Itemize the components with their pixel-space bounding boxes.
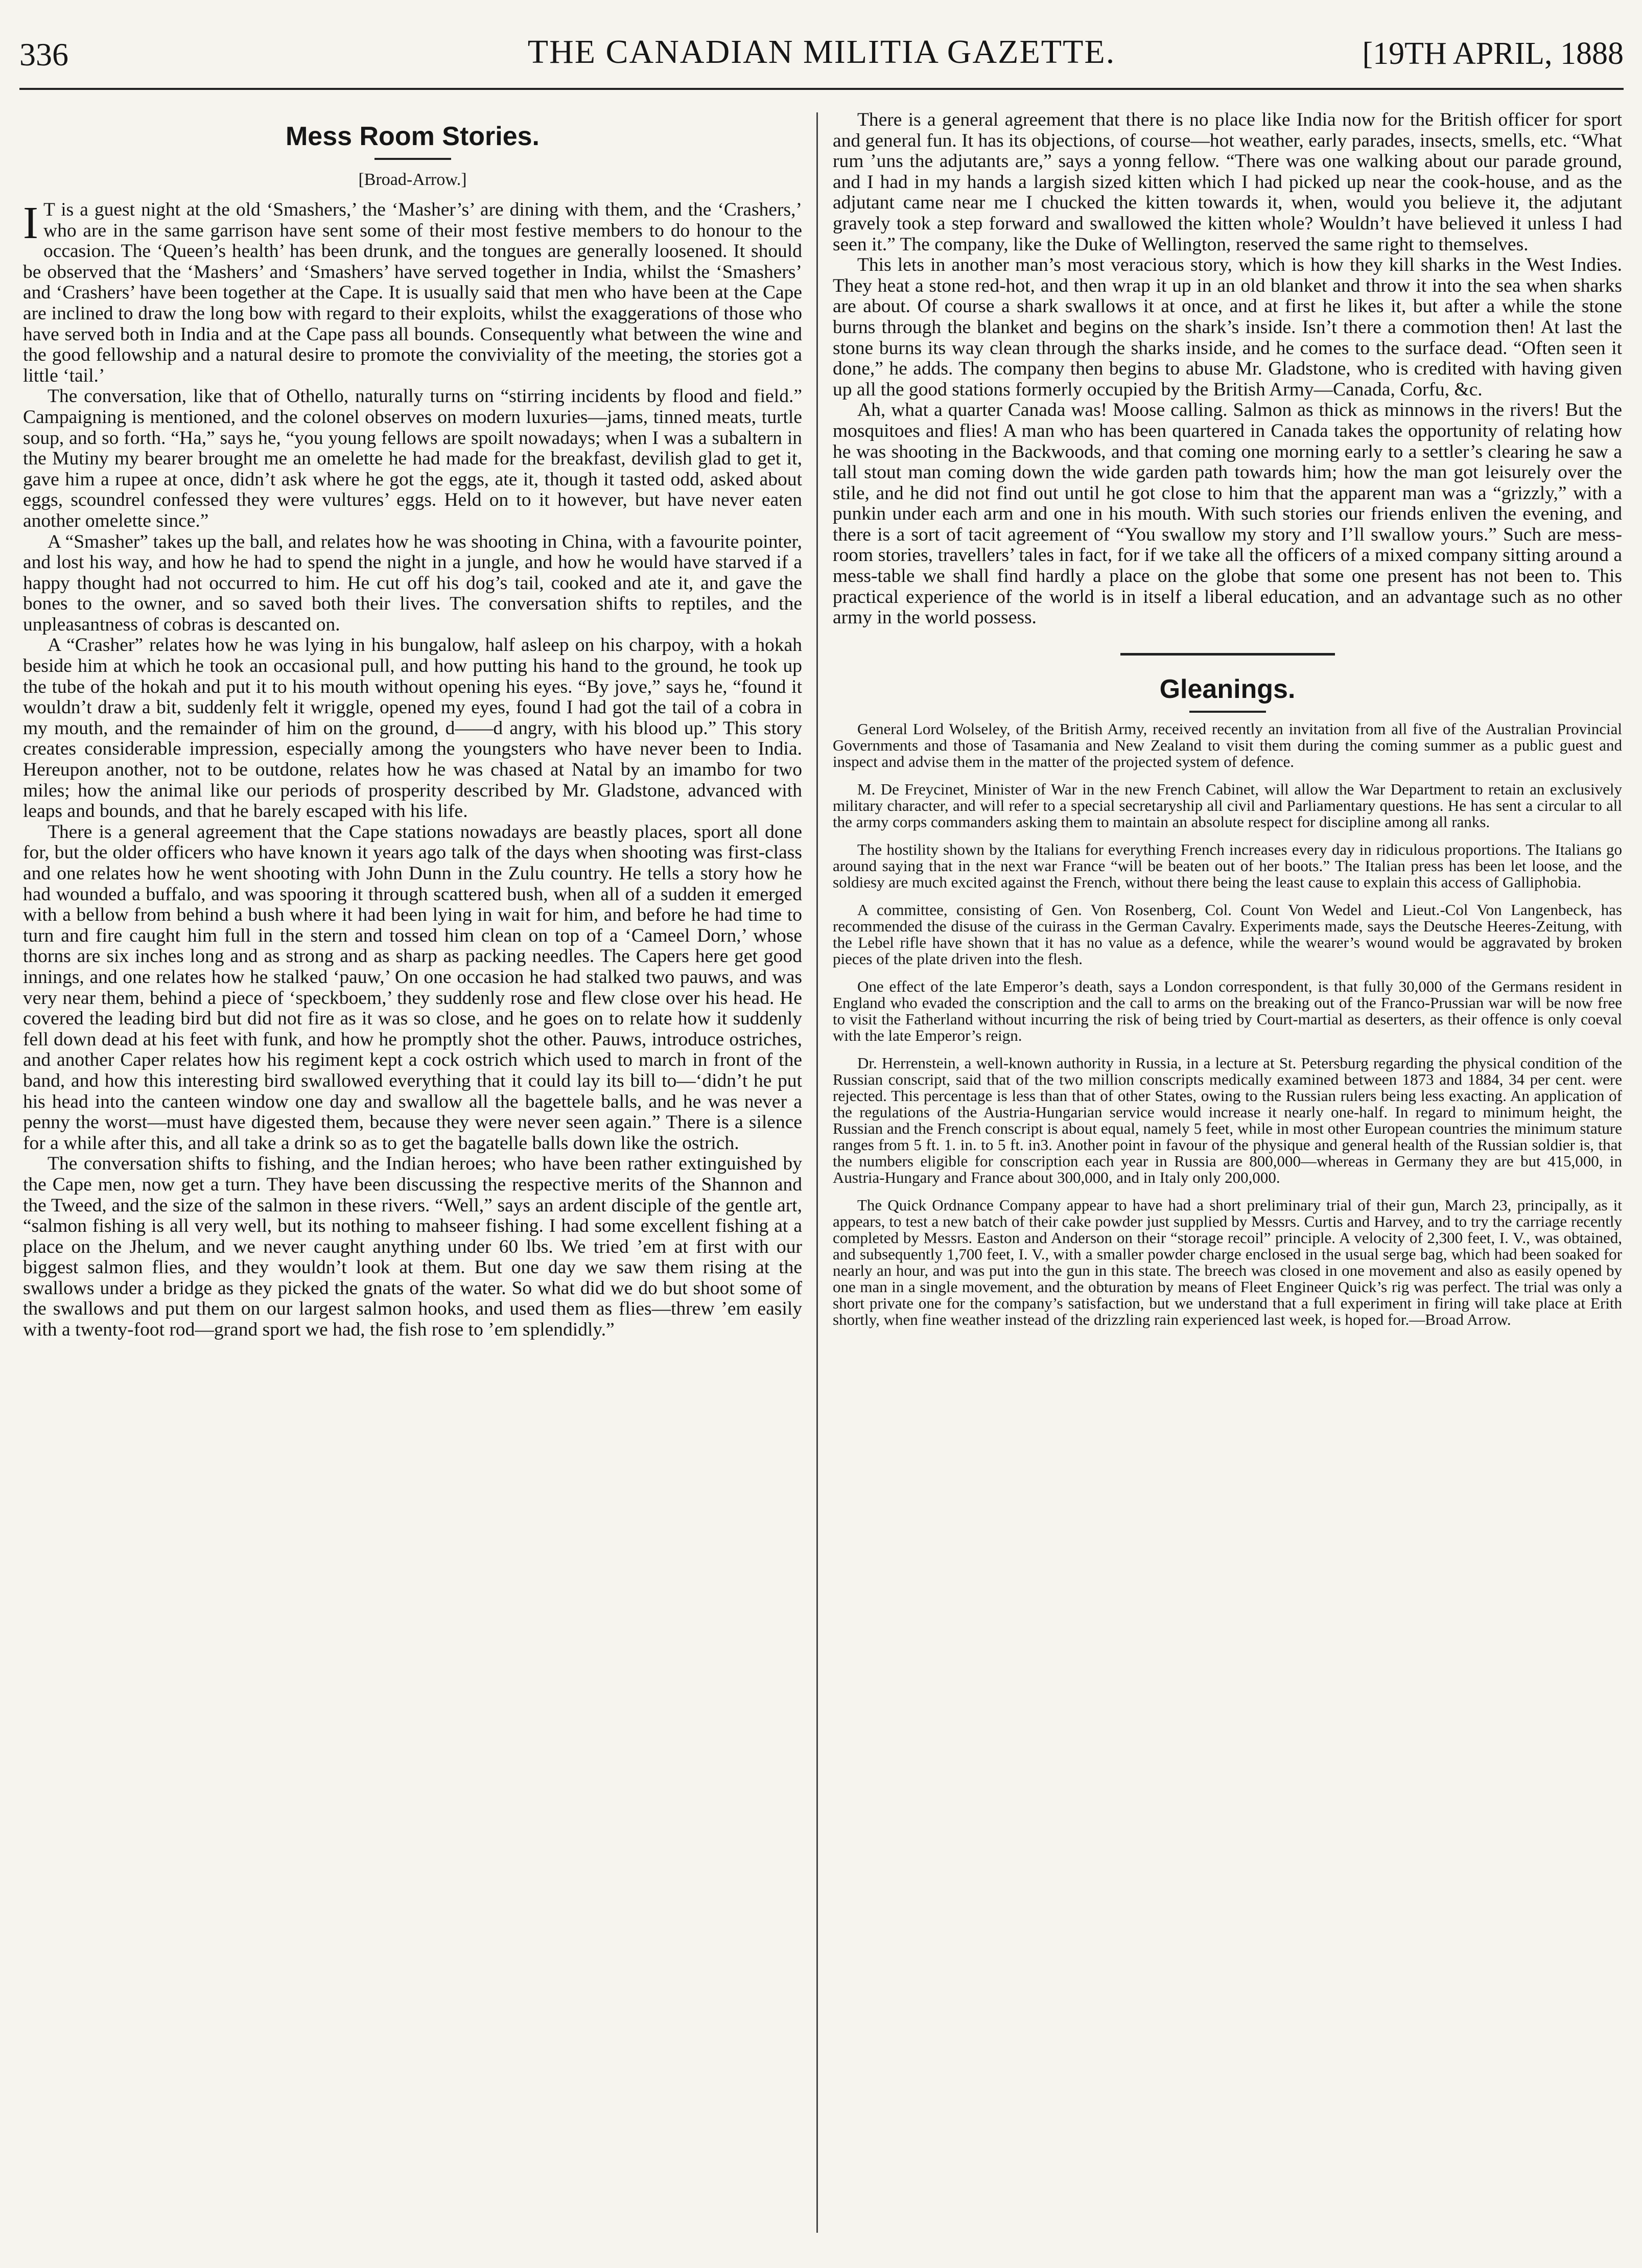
column-divider bbox=[816, 112, 818, 2233]
gleaning-item: M. De Freycinet, Minister of War in the new French Cabinet, will allow the War Department to retain an exclusively military character, and will refer to a special secretaryship all civil and Parliamentary questions. He has sent a circular to all the army corps commanders asking them to maintain an absolute respect for discipline among all ranks. bbox=[833, 780, 1622, 831]
article-title-gleanings: Gleanings. bbox=[1159, 674, 1296, 704]
left-column bbox=[23, 110, 802, 1341]
paragraph: There is a general agreement that there is no place like India now for the British officer for sport and general fun. It has its objections, of course—hot weather, early parades, insects, smells, etc. “What rum ’uns the adjutants are,” says a yonng fellow. “There was one walking about our parade ground, and I had in my hands a largish sized kitten which I had picked up near the cook-house, and as the adjutant came near me I chucked the kitten towards it, when, would you believe it, the adjutant gravely took a step forward and swallowed the kitten whole? Wouldn’t have believed it unless I had seen it.” The company, like the Duke of Wellington, reserved the same right to themselves. bbox=[833, 109, 1622, 255]
page-header bbox=[19, 11, 1624, 90]
masthead-title: THE CANADIAN MILITIA GAZETTE. bbox=[527, 33, 1116, 71]
paragraph: A “Smasher” takes up the ball, and relates how he was shooting in China, with a favourite pointer, and lost his way, and how he had to spend the night in a jungle, and how he would have starved if a happy thought had not occurred to him. He cut off his dog’s tail, cooked and ate it, and gave the bones to the owner, and so saved both their lives. The conversation shifts to reptiles, and the unpleasantness of cobras is descanted on. bbox=[23, 531, 802, 635]
paragraph: This lets in another man’s most veracious story, which is how they kill sharks in the West Indies. They heat a stone red-hot, and then wrap it up in an old blanket and throw it into the sea when sharks are about. Of course a shark swallows it at once, and at first he likes it, but after a while the stone burns through the blanket and begins on the shark’s inside. Isn’t there a commotion then! At last the stone burns its way clean through the sharks inside, and he comes to the surface dead. “Often seen it done,” he adds. The company then begins to abuse Mr. Gladstone, who is credited with having given up all the good stations formerly occupied by the British Army—Canada, Corfu, &c. bbox=[833, 254, 1622, 400]
title-rule bbox=[1189, 711, 1266, 713]
article-body-left bbox=[23, 200, 802, 1341]
gleaning-item: One effect of the late Emperor’s death, says a London correspondent, is that fully 30,000 of the Germans resident in England who evaded the conscription and the call to arms on the breaking out of the Franco-Prussian war will be now free to visit the Fatherland without incurring the risk of being tried by Court-martial as deserters, as their offence is only coeval with the late Emperor’s reign. bbox=[833, 977, 1622, 1044]
paragraph: A “Crasher” relates how he was lying in his bungalow, half asleep on his charpoy, with a hokah beside him at which he took an occasional pull, and how putting his hand to the ground, he took up the tube of the hokah and put it to his mouth without opening his eyes. “By jove,” says he, “found it wouldn’t draw a bit, suddenly felt it wriggle, opened my eyes, found I had got the tail of a cobra in my mouth, and the remainder of him on the ground, d——d angry, with his blood up.” This story creates considerable impression, especially among the youngsters who have never been to India. Hereupon another, not to be outdone, relates how he was chased at Natal by an imambo for two miles; how the animal like our periods of prosperity described by Mr. Gladstone, advanced with leaps and bounds, and that he barely escaped with his life. bbox=[23, 635, 802, 822]
issue-date: [19TH APRIL, 1888 bbox=[1362, 36, 1624, 71]
paragraph: There is a general agreement that the Cape stations nowadays are beastly places, sport all done for, but the older officers who have known it years ago talk of the days when shooting was first-class and one relates how he went shooting with John Dunn in the Zulu country. He tells a story how he had wounded a buffalo, and was spooring it through scattered bush, when all of a sudden it emerged with a bellow from behind a bush where it had been lying in wait for him, and before he had time to turn and fire caught him full in the stern and tossed him clean on top of a ‘Cameel Dorn,’ whose thorns are six inches long and as strong and as sharp as packing needles. The Capers here get good innings, and one relates how he stalked ‘pauw,’ On one occasion he had stalked two pauws, and was very near them, behind a piece of ‘speckboem,’ they suddenly rose and flew close over his head. He covered the leading bird but did not fire as it was so close, and he goes on to relate how it suddenly fell down dead at his feet with funk, and how he promptly shot the other. Pauws, introduce ostriches, and another Caper relates how his regiment kept a cock ostrich which used to march in front of the band, and how this interesting bird swallowed everything that it could lay its bill to—‘didn’t he put his head into the canteen window one day and swallow all the bagettele balls, and he was never a penny the worst—must have digested them, because they were never seen again.” There is a silence for a while after this, and all take a drink so as to get the bagatelle balls down like the ostrich. bbox=[23, 821, 802, 1154]
section-divider bbox=[1120, 653, 1335, 656]
article-body-right bbox=[833, 110, 1622, 628]
article-title-mess-room-stories: Mess Room Stories. bbox=[285, 122, 540, 151]
gleaning-item: The Quick Ordnance Company appear to have had a short preliminary trial of their gun, March 23, principally, as it appears, to test a new batch of their cake powder just supplied by Messrs. Curtis and Harvey, and to try the carriage recently completed by Messrs. Easton and Anderson on their “storage recoil” principle. A velocity of 2,300 feet, I. V., was obtained, and subsequently 1,700 feet, I. V., with a smaller powder charge enclosed in the usual serge bag, which had been soaked for nearly an hour, and was put into the gun in this state. The breech was closed in one movement and also as easily opened by one man in a single movement, and the obturation by means of Fleet Engineer Quick’s rig was perfect. The trial was only a short private one for the company’s satisfaction, but we understand that a full experiment in firing will take place at Erith shortly, when fine weather instead of the drizzling rain experienced last week, is hoped for.—Broad Arrow. bbox=[833, 1196, 1622, 1328]
gleanings-body bbox=[833, 721, 1622, 1328]
gleaning-item: A committee, consisting of Gen. Von Rosenberg, Col. Count Von Wedel and Lieut.-Col Von Langenbeck, has recommended the disuse of the cuirass in the German Cavalry. Experiments made, says the Deutsche Heeres-Zeitung, with the Lebel rifle have shown that it has no value as a defence, while the wearer’s wound would be aggravated by broken pieces of the plate driven into the flesh. bbox=[833, 900, 1622, 968]
paragraph: Ah, what a quarter Canada was! Moose calling. Salmon as thick as minnows in the rivers! But the mosquitoes and flies! A man who has been quartered in Canada takes the opportunity of relating how he was shooting in the Backwoods, and that coming one morning early to a settler’s clearing he saw a tall stout man coming down the wide garden path towards him; how the man got leisurely over the stile, and he did not find out until he got close to him that the apparent man was a “grizzly,” with a punkin under each arm and one in his mouth. With such stories our friends enliven the evening, and there is a sort of tacit agreement of “You swallow my story and I’ll swallow yours.” Such are mess-room stories, travellers’ tales in fact, for if we take all the officers of a mixed company sitting around a mess-table we shall find hardly a place on the globe that some one present has not been to. This practical experience of the world is in itself a liberal education, and an advantage such as no other army in the world possess. bbox=[833, 400, 1622, 628]
page-number: 336 bbox=[19, 36, 68, 73]
paragraph: IT is a guest night at the old ‘Smashers,’ the ‘Masher’s’ are dining with them, and the ‘Crashers,’ who are in the same garrison have sent some of their most festive members to do honour to the occasion. The ‘Queen’s health’ has been drunk, and the tongues are generally loosened. It should be observed that the ‘Mashers’ and ‘Smashers’ have served together in India, whilst the ‘Smashers’ and ‘Crashers’ have been together at the Cape. It is usually said that men who have been at the Cape are inclined to draw the long bow with regard to their exploits, whilst the exaggerations of those who have served both in India and at the Cape pass all bounds. Consequently what between the wine and the good fellowship and a natural desire to promote the conviviality of the meeting, the stories got a little ‘tail.’ bbox=[23, 198, 802, 386]
gleaning-item: General Lord Wolseley, of the British Army, received recently an invitation from all five of the Australian Provincial Governments and those of Tasamania and New Zealand to visit them during the coming summer as a public guest and inspect and advise them in the matter of the projected system of defence. bbox=[833, 719, 1622, 770]
article-source: [Broad-Arrow.] bbox=[358, 170, 467, 189]
title-rule bbox=[374, 158, 451, 160]
right-column bbox=[833, 110, 1622, 1339]
gleaning-item: Dr. Herrenstein, a well-known authority in Russia, in a lecture at St. Petersburg regarding the physical condition of the Russian conscript, said that of the two million conscripts medically examined between 1873 and 1884, 34 per cent. were rejected. This percentage is less than that of other States, owing to the Russian rulers being less exacting. An application of the regulations of the Austria-Hungarian service would increase it nearly one-half. In regard to minimum height, the Russian and the French conscript is about equal, namely 5 feet, while in most other European countries the minimum stature ranges from 5 ft. 1. in. to 5 ft. in3. Another point in favour of the physique and general health of the Russian soldier is, that the numbers eligible for conscription each year in Russia are 800,000—whereas in Germany they are but 415,000, in Austria-Hungary and France about 300,000, and in Italy only 200,000. bbox=[833, 1054, 1622, 1186]
paragraph: The conversation shifts to fishing, and the Indian heroes; who have been rather extinguished by the Cape men, now get a turn. They have been discussing the respective merits of the Shannon and the Tweed, and the size of the salmon in these rivers. “Well,” says an ardent disciple of the gentle art, “salmon fishing is all very well, but its nothing to mahseer fishing. I had some excellent fishing at a place on the Jhelum, and we never caught anything under 60 lbs. We tried ’em at first with our biggest salmon flies, and they wouldn’t look at them. But one day we saw them rising at the swallows under a bridge as they picked the gnats of the water. So what did we do but shoot some of the swallows and put them on our largest salmon hooks, and used them as flies—threw ’em easily with a twenty-foot rod—grand sport we had, the fish rose to ’em splendidly.” bbox=[23, 1153, 802, 1341]
gleaning-item: The hostility shown by the Italians for everything French increases every day in ridiculous proportions. The Italians go around saying that in the next war France “will be beaten out of her boots.” The Italian press has been let loose, and the soldiesy are much excited against the French, without there being the least cause to explain this access of Galliphobia. bbox=[833, 840, 1622, 891]
paragraph: The conversation, like that of Othello, naturally turns on “stirring incidents by flood and field.” Campaigning is mentioned, and the colonel observes on modern luxuries—jams, tinned meats, turtle soup, and so forth. “Ha,” says he, “you young fellows are spoilt nowadays; when I was a subaltern in the Mutiny my bearer brought me an omelette he had made for the breakfast, devilish glad to get it, gave him a rupee at once, didn’t ask where he got the eggs, ate it, though it tasted odd, asked about eggs, scoundrel confessed they were vultures’ eggs. Held on to it however, but have never eaten another omelette since.” bbox=[23, 386, 802, 531]
